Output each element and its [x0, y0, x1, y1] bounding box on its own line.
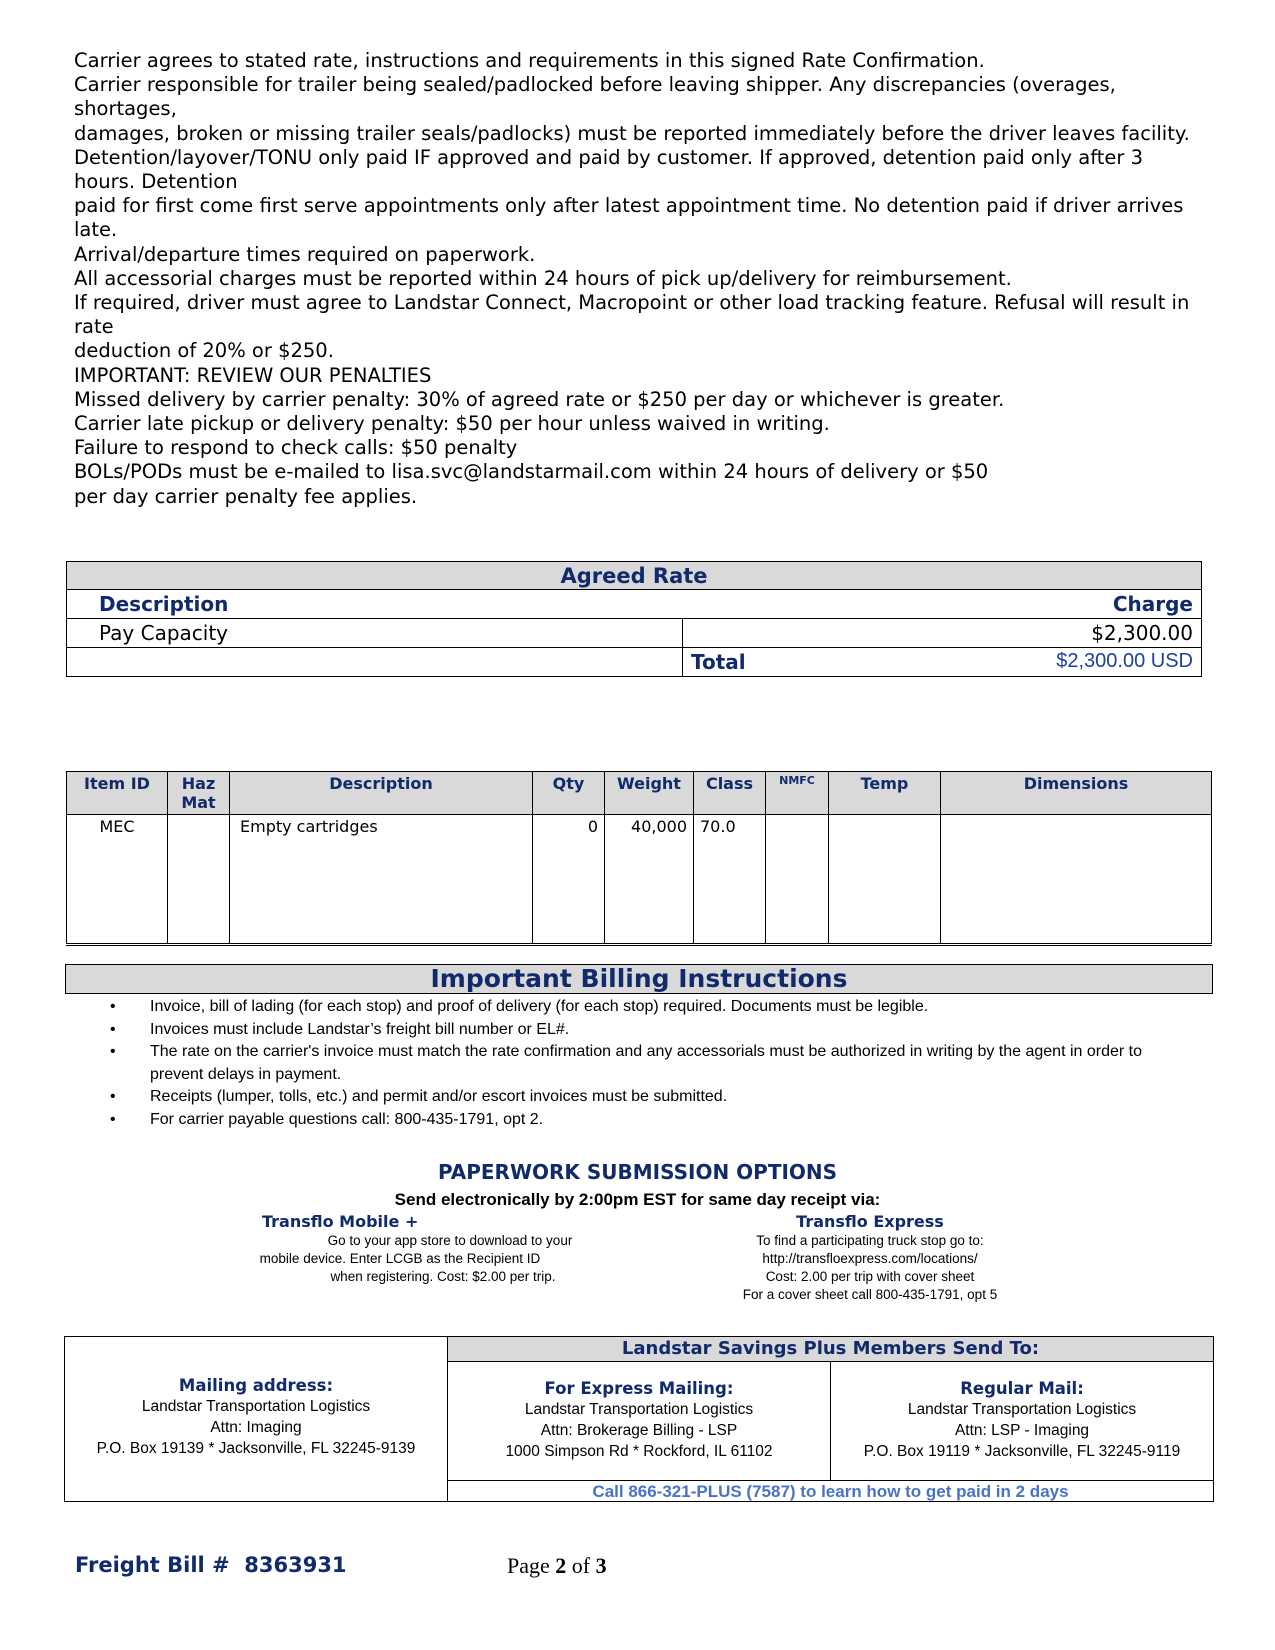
terms-line: Arrival/departure times required on paperwork. — [74, 242, 536, 266]
terms-line: All accessorial charges must be reported within 24 hours of pick up/delivery for reimbursement. — [74, 266, 1012, 290]
regular-mail-line: Attn: LSP - Imaging — [954, 1422, 1090, 1439]
carrier-terms — [74, 49, 1194, 509]
transflo-mobile-line: Go to your app store to download to your — [327, 1233, 573, 1248]
transflo-mobile-title: Transflo Mobile + — [262, 1212, 419, 1231]
total-value: $2,300.00 USD — [1056, 650, 1193, 672]
freight-bill-value: 8363931 — [244, 1553, 347, 1577]
transflo-express-title: Transflo Express — [796, 1212, 944, 1231]
empty-cell — [67, 648, 683, 677]
terms-line: Carrier agrees to stated rate, instructions and requirements in this signed Rate Confirmation. — [74, 49, 985, 72]
regular-mail-line: P.O. Box 19119 * Jacksonville, FL 32245-9119 — [863, 1443, 1181, 1460]
table-row — [67, 815, 1212, 945]
page-total: 3 — [595, 1553, 607, 1578]
freight-bill-number — [75, 1553, 347, 1577]
total-label: Total — [691, 650, 746, 674]
terms-line: deduction of 20% or $250. — [74, 339, 334, 363]
get-paid-call-link[interactable]: Call 866-321-PLUS (7587) to learn how to get paid in 2 days — [592, 1482, 1069, 1501]
list-item: • Invoice, bill of lading (for each stop) and proof of delivery (for each stop) required. Documents must be legible. — [110, 996, 1170, 1019]
col-weight: Weight — [605, 772, 694, 815]
terms-line: Failure to respond to check calls: $50 penalty — [74, 436, 518, 460]
express-mailing-line: Attn: Brokerage Billing - LSP — [540, 1422, 738, 1439]
terms-line: Detention/layover/TONU only paid IF approved and paid by customer. If approved, detention paid only after 3 hours. Detention — [74, 145, 1150, 194]
total-cell — [683, 648, 1202, 677]
regular-mail-line: Landstar Transportation Logistics — [907, 1401, 1137, 1418]
page-indicator — [507, 1553, 607, 1579]
col-nmfc: NMFC — [766, 772, 829, 815]
transflo-express-block — [700, 1212, 1040, 1304]
line-charge: $2,300.00 — [683, 619, 1202, 648]
agreed-rate-title: Agreed Rate — [67, 562, 1202, 590]
items-table — [66, 771, 1212, 946]
freight-bill-label: Freight Bill # — [75, 1553, 230, 1577]
terms-line: IMPORTANT: REVIEW OUR PENALTIES — [74, 363, 432, 387]
col-class: Class — [694, 772, 766, 815]
items-header-row — [67, 772, 1212, 815]
savings-plus-title: Landstar Savings Plus Members Send To: — [448, 1337, 1213, 1362]
cell-nmfc — [766, 815, 829, 945]
terms-line: Carrier responsible for trailer being sealed/padlocked before leaving shipper. Any discrepancies (overages, shortages, — [74, 73, 1123, 121]
cell-temp — [829, 815, 941, 945]
col-temp: Temp — [829, 772, 941, 815]
terms-line: damages, broken or missing trailer seals/padlocks) must be reported immediately before the driver leaves facility. — [74, 121, 1190, 145]
cell-description: Empty cartridges — [230, 815, 533, 945]
paperwork-title: PAPERWORK SUBMISSION OPTIONS — [437, 1160, 838, 1184]
transflo-mobile-line: mobile device. Enter LCGB as the Recipient ID — [259, 1251, 541, 1266]
page-prefix: Page — [507, 1553, 550, 1578]
transflo-express-line: Cost: 2.00 per trip with cover sheet — [765, 1269, 975, 1284]
express-mailing-address — [448, 1378, 830, 1462]
transflo-express-line: To find a participating truck stop go to: — [756, 1233, 984, 1248]
terms-line: paid for first come first serve appointments only after latest appointment time. No detention paid if driver arrives late. — [74, 194, 1190, 242]
express-mailing-title: For Express Mailing: — [544, 1379, 734, 1398]
col-description: Description — [230, 772, 533, 815]
cell-weight: 40,000 — [605, 815, 694, 945]
mailing-address-line: Attn: Imaging — [210, 1419, 302, 1436]
terms-line: BOLs/PODs must be e-mailed to lisa.svc@landstarmail.com within 24 hours of delivery or $50 — [74, 460, 989, 484]
cell-qty: 0 — [533, 815, 605, 945]
terms-line: If required, driver must agree to Landstar Connect, Macropoint or other load tracking feature. Refusal will result in rate — [74, 291, 1196, 339]
col-qty: Qty — [533, 772, 605, 815]
express-mailing-cell — [448, 1362, 831, 1481]
page-of: of — [571, 1553, 591, 1578]
transflo-mobile-line: when registering. Cost: $2.00 per trip. — [330, 1269, 556, 1284]
cell-item-id: MEC — [67, 815, 168, 945]
mailing-address-title: Mailing address: — [178, 1376, 334, 1395]
paperwork-subtitle: Send electronically by 2:00pm EST for same day receipt via: — [394, 1190, 881, 1209]
list-item: • The rate on the carrier's invoice must match the rate confirmation and any accessorials must be authorized in writing by the agent in order to prevent delays in payment. — [110, 1041, 1170, 1086]
charge-header: Charge — [683, 590, 1202, 619]
transflo-express-line: For a cover sheet call 800-435-1791, opt 5 — [742, 1287, 998, 1302]
mailing-address — [65, 1375, 447, 1459]
regular-mail-title: Regular Mail: — [960, 1379, 1084, 1398]
agreed-rate-table — [66, 561, 1202, 677]
cell-haz-mat — [168, 815, 230, 945]
transflo-mobile-block — [180, 1212, 620, 1286]
address-box — [64, 1336, 1214, 1502]
list-item: • For carrier payable questions call: 800-435-1791, opt 2. — [110, 1109, 1170, 1132]
express-mailing-line: 1000 Simpson Rd * Rockford, IL 61102 — [505, 1443, 773, 1460]
regular-mail-address — [831, 1378, 1213, 1462]
col-haz-mat: Haz Mat — [168, 772, 230, 815]
description-header: Description — [67, 590, 683, 619]
billing-instructions-list — [110, 996, 1170, 1131]
mailing-address-line: Landstar Transportation Logistics — [141, 1398, 371, 1415]
col-item-id: Item ID — [67, 772, 168, 815]
terms-line: Missed delivery by carrier penalty: 30% of agreed rate or $250 per day or whichever is greater. — [74, 387, 1005, 411]
billing-instructions-title: Important Billing Instructions — [65, 964, 1213, 994]
cell-dimensions — [941, 815, 1212, 945]
transflo-express-link[interactable]: http://transfloexpress.com/locations/ — [762, 1251, 978, 1266]
list-item: • Invoices must include Landstar’s freight bill number or EL#. — [110, 1019, 1170, 1042]
terms-line: per day carrier penalty fee applies. — [74, 484, 418, 508]
regular-mail-cell — [831, 1362, 1213, 1481]
list-item: • Receipts (lumper, tolls, etc.) and permit and/or escort invoices must be submitted. — [110, 1086, 1170, 1109]
page-current: 2 — [555, 1553, 567, 1578]
express-mailing-line: Landstar Transportation Logistics — [524, 1401, 754, 1418]
cell-class: 70.0 — [694, 815, 766, 945]
col-dimensions: Dimensions — [941, 772, 1212, 815]
terms-line: Carrier late pickup or delivery penalty: $50 per hour unless waived in writing. — [74, 412, 830, 436]
line-description: Pay Capacity — [67, 619, 683, 648]
mailing-address-cell — [65, 1337, 448, 1501]
mailing-address-line: P.O. Box 19139 * Jacksonville, FL 32245-9139 — [96, 1440, 416, 1457]
